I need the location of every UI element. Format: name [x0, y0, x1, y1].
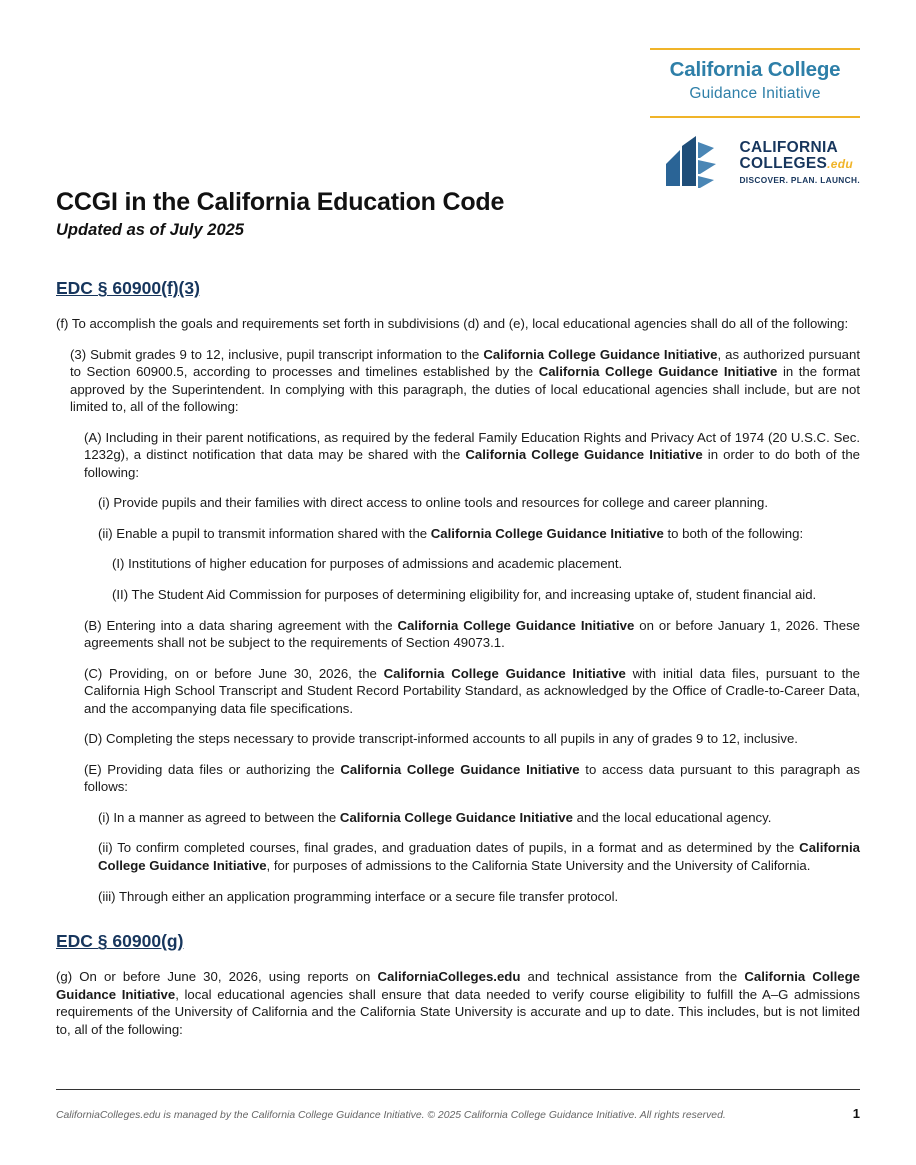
californiacolleges-wordmark — [739, 140, 860, 186]
paragraph: (II) The Student Aid Commission for purposes of determining eligibility for, and increasing uptake of, student financial aid. — [112, 587, 817, 603]
paragraph: (g) On or before June 30, 2026, using reports on CaliforniaColleges.edu and technical assistance from the California College Guidance Initiative, local educational agencies shall ensure that data needed to verify course eligibility to fulfill the A–G admissions requirements of the University of California and the California State University is accurate and up to date. This includes, but is not limited to, all of the following: — [56, 969, 860, 1037]
paragraph: (ii) Enable a pupil to transmit information shared with the California College Guidance Initiative to both of the following: — [98, 525, 804, 541]
paragraph: (B) Entering into a data sharing agreement with the California College Guidance Initiative on or before January 1, 2026. These agreements shall not be subject to the requirements of Section 49073.1. — [84, 617, 860, 651]
paragraph: (C) Providing, on or before June 30, 2026, the California College Guidance Initiative with initial data files, pursuant to the California High School Transcript and Student Record Portability Standard, as acknowledged by the Office of Cradle-to-Career Data, and the accompanying data file specifications. — [84, 665, 860, 716]
page-title: CCGI in the California Education Code — [56, 188, 505, 216]
paragraph: (ii) To confirm completed courses, final grades, and graduation dates of pupils, in a format and as determined by the California College Guidance Initiative, for purposes of admissions to the California State University and the University of California. — [98, 840, 860, 874]
paragraph: (3) Submit grades 9 to 12, inclusive, pupil transcript information to the California College Guidance Initiative, as authorized pursuant to Section 60900.5, according to processes and timelines established by the California College Guidance Initiative in the format approved by the Superintendent. In complying with this paragraph, the duties of local educational agencies shall include, but are not limited to, all of the following: — [70, 346, 861, 415]
ccgi-logo — [650, 48, 860, 118]
cc-tagline: DISCOVER. PLAN. LAUNCH. — [739, 175, 860, 186]
cc-word-edu: .edu — [827, 156, 854, 171]
section-heading-60900g: EDC § 60900(g) — [56, 931, 184, 952]
ccgi-logo-line2: Guidance Initiative — [689, 84, 821, 102]
footer-page-number: 1 — [852, 1106, 860, 1121]
section-heading-60900f3: EDC § 60900(f)(3) — [56, 278, 200, 298]
page-subtitle: Updated as of July 2025 — [56, 221, 244, 239]
cc-word-colleges: COLLEGES — [739, 154, 828, 172]
paragraph: (i) Provide pupils and their families with direct access to online tools and resources for college and career planning. — [98, 495, 768, 511]
paragraph: (i) In a manner as agreed to between the California College Guidance Initiative and the local educational agency. — [98, 809, 772, 825]
paragraph: (D) Completing the steps necessary to provide transcript-informed accounts to all pupils in any of grades 9 to 12, inclusive. — [84, 731, 798, 747]
paragraph: (A) Including in their parent notifications, as required by the federal Family Education Rights and Privacy Act of 1974 (20 U.S.C. Sec. 1232g), a distinct notification that data may be shared with the California College Guidance Initiative in order to do both of the following: — [84, 429, 860, 480]
document-body — [56, 278, 860, 1051]
footer-divider — [56, 1089, 860, 1090]
section-body-60900g — [56, 968, 860, 1038]
californiacolleges-mark-icon — [664, 134, 730, 190]
paragraph: (f) To accomplish the goals and requirements set forth in subdivisions (d) and (e), local educational agencies shall do all of the following: — [56, 316, 849, 331]
ccgi-logo-line1: California College — [669, 58, 841, 81]
logo-block — [650, 48, 860, 190]
californiacolleges-logo — [650, 134, 860, 190]
cc-word-california: CALIFORNIA — [739, 138, 839, 156]
paragraph: (iii) Through either an application programming interface or a secure file transfer protocol. — [98, 888, 619, 904]
section-body-60900f3 — [56, 315, 860, 905]
paragraph: (I) Institutions of higher education for purposes of admissions and academic placement. — [112, 556, 623, 572]
footer — [56, 1106, 860, 1121]
footer-copyright: CaliforniaColleges.edu is managed by the California College Guidance Initiative. © 2025 California College Guidance Initiative. All rights reserved. — [56, 1110, 726, 1121]
paragraph: (E) Providing data files or authorizing the California College Guidance Initiative to access data pursuant to this paragraph as follows: — [84, 761, 860, 795]
